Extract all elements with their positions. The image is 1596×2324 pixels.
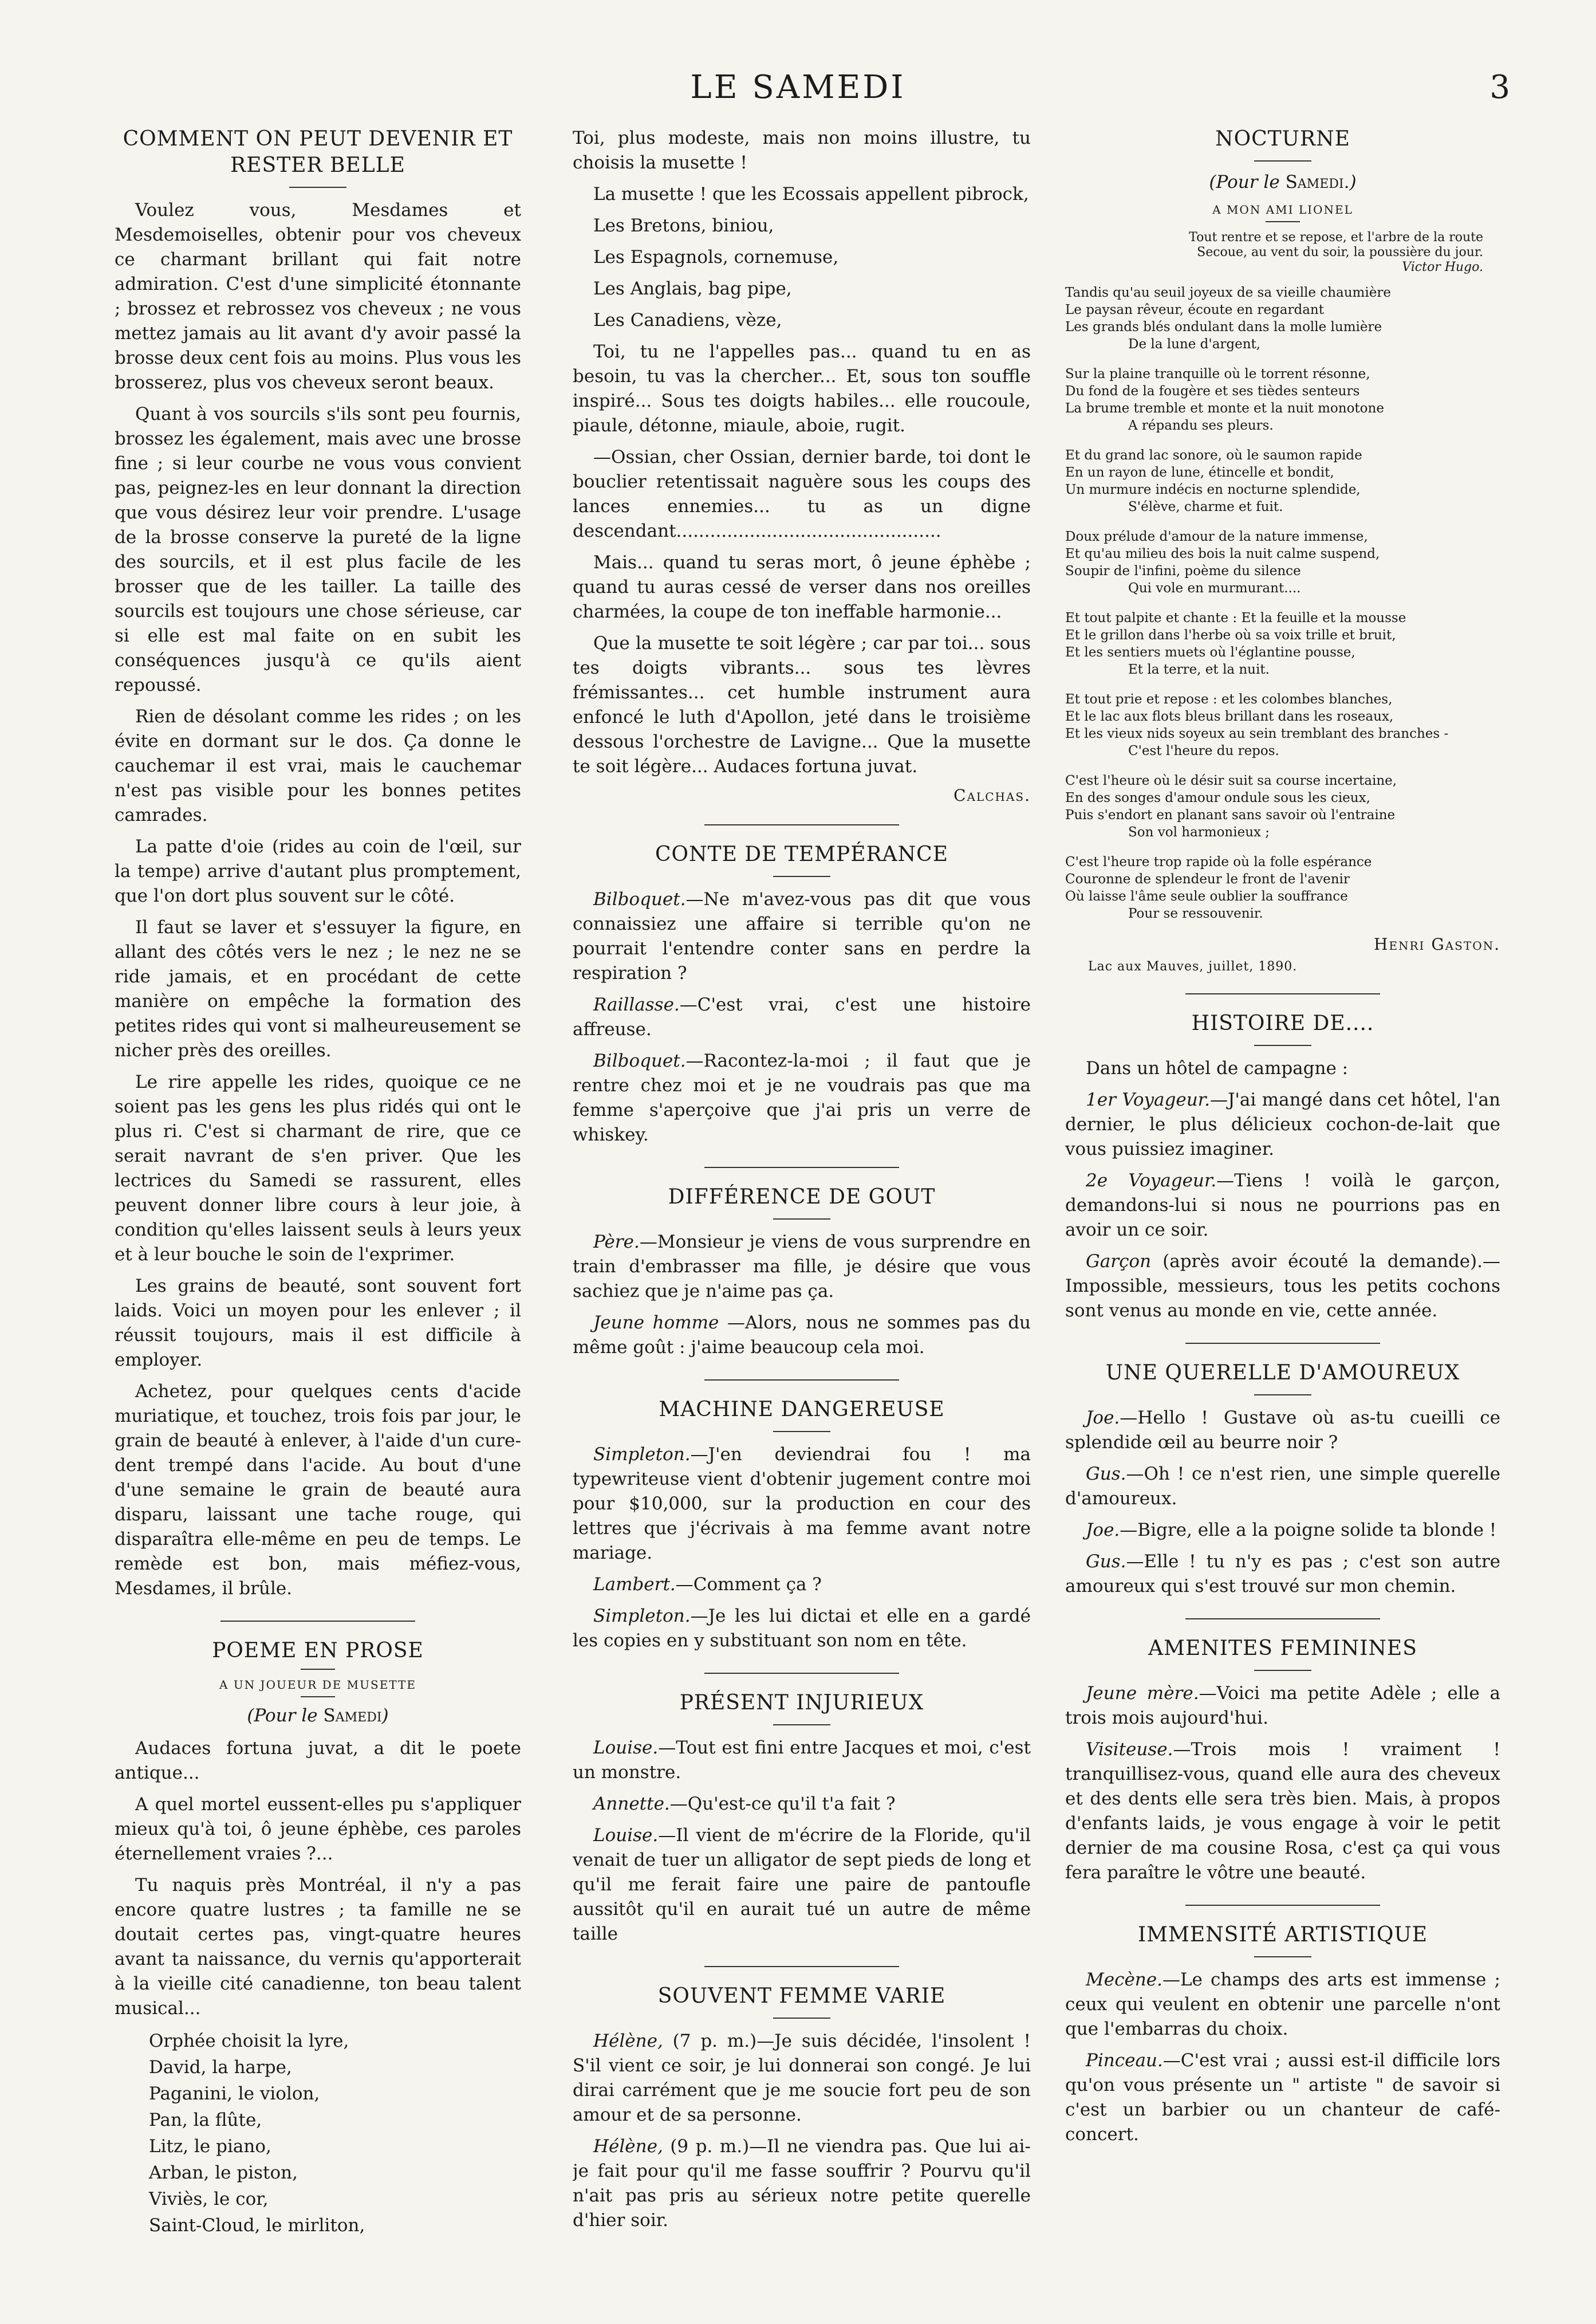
paragraph: —Ossian, cher Ossian, dernier barde, toi dont le bouclier retentissait naguère sous les coups des lances ennemies... tu as un digne descendant............................................... — [573, 447, 1031, 541]
verse-line: Où laisse l'âme seule oublier la souffrance — [1065, 889, 1348, 904]
verse-line: Et les sentiers muets où l'églantine pousse, — [1065, 645, 1355, 660]
dialogue-line: Garçon (après avoir écouté la demande).—Impossible, messieurs, tous les petits cochons sont venus au monde en vie, cette année. — [1065, 1251, 1500, 1321]
paragraph: Tu naquis près Montréal, il n'y a pas encore quatre lustres ; ta famille ne se doutait certes pas, vingt-quatre heures avant ta naissance, du vernis qu'apporterait à la vieille cité canadienne, ton beau talent musical... — [115, 1875, 521, 2019]
signature: Henri Gaston. — [1373, 935, 1500, 954]
running-title: LE SAMEDI — [690, 69, 906, 106]
verse-line: S'élève, charme et fuit. — [1128, 500, 1283, 514]
verse-line: C'est l'heure où le désir suit sa course incertaine, — [1065, 773, 1397, 788]
page-header — [0, 69, 1596, 120]
paragraph: Le rire appelle les rides, quoique ce ne soient pas les gens les plus ridés qui ont le plus ri. C'est si charmant de rire, que ce serait navrant de s'en priver. Que les lectrices du Samedi se rassurent, elles peuvent donner libre cours à leur joie, à condition qu'elles laissent seuls à leurs yeux et à leur bouche le soin de l'exprimer. — [115, 1072, 521, 1265]
paragraph: Que la musette te soit légère ; car par toi... sous tes doigts vibrants... sous tes lèvres frémissantes... cet humble instrument aura enfoncé le luth d'Apollon, jeté dans le troisième dessous l'orchestre de Lavigne... Que la musette te soit légère... Audaces fortuna juvat. — [573, 633, 1031, 777]
paragraph: Mais... quand tu seras mort, ô jeune éphèbe ; quand tu auras cessé de verser dans nos oreilles charmées, la coupe de ton ineffable harmonie... — [573, 552, 1031, 622]
pour-le-samedi: (Pour le Samedi.) — [1209, 172, 1357, 192]
article-title-nocturne: NOCTURNE — [1215, 127, 1350, 151]
dedication: A UN JOUEUR DE MUSETTE — [219, 1678, 416, 1692]
verse-line: Et la terre, et la nuit. — [1128, 662, 1270, 677]
verse-line: En des songes d'amour ondule sous les cieux, — [1065, 791, 1370, 805]
title-rule — [1266, 221, 1300, 222]
stanza — [1065, 772, 1500, 841]
article-title-belle: COMMENT ON PEUT DEVENIR ET RESTER BELLE — [123, 127, 513, 177]
verse-line: Tandis qu'au seuil joyeux de sa vieille chaumière — [1065, 285, 1391, 300]
verse-line: De la lune d'argent, — [1128, 337, 1261, 352]
dialogue-line: Lambert.—Comment ça ? — [593, 1574, 822, 1595]
paragraph: Achetez, pour quelques cents d'acide muriatique, et touchez, trois fois par jour, le grain de beauté à enlever, à l'aide d'un cure-dent trempé dans l'acide. Au bout d'une d'une semaine le grain de beauté aura disparu, laissant une tache rouge, qui disparaîtra elle-même en peu de temps. Le remède est bon, mais méfiez-vous, Mesdames, il brûle. — [115, 1381, 521, 1599]
section-divider — [704, 1167, 899, 1168]
paragraph: Il faut se laver et s'essuyer la figure, en allant des côtés vers le nez ; le nez ne se ride jamais, et en procédant de cette manière on empêche la formation des petites rides qui vont si malheureusement se nicher près des oreilles. — [115, 917, 521, 1061]
dialogue-line: Raillasse.—C'est vrai, c'est une histoire affreuse. — [573, 994, 1031, 1040]
column-middle — [573, 126, 1031, 2301]
verse-line: Et qu'au milieu des bois la nuit calme suspend, — [1065, 546, 1380, 561]
dialogue-line: Joe.—Bigre, elle a la poigne solide ta blonde ! — [1086, 1520, 1497, 1540]
list-item: David, la harpe, — [149, 2057, 292, 2078]
dialogue-line: Gus.—Elle ! tu n'y es pas ; c'est son autre amoureux qui s'est trouvé sur mon chemin. — [1065, 1551, 1500, 1596]
list-item: Paganini, le violon, — [149, 2083, 320, 2104]
paragraph: Audaces fortuna juvat, a dit le poete antique... — [115, 1738, 521, 1783]
stanza — [1065, 528, 1500, 597]
article-title-difference: DIFFÉRENCE DE GOUT — [668, 1185, 936, 1209]
list-item: Pan, la flûte, — [149, 2110, 262, 2130]
verse-line: Le paysan rêveur, écoute en regardant — [1065, 302, 1324, 317]
dialogue-line: Pinceau.—C'est vrai ; aussi est-il difficile lors qu'on vous présente un " artiste " de savoir si c'est un barbier ou un chanteur de café-concert. — [1065, 2050, 1500, 2145]
place-date: Lac aux Mauves, juillet, 1890. — [1088, 960, 1298, 974]
verse-line: Et le lac aux flots bleus brillant dans les roseaux, — [1065, 709, 1394, 724]
list-item: Viviès, le cor, — [149, 2189, 269, 2209]
signature: Calchas. — [953, 786, 1031, 805]
verse-line: Et le grillon dans l'herbe où sa voix trille et bruit, — [1065, 628, 1396, 643]
verse-line: Et tout palpite et chante : Et la feuille et la mousse — [1065, 611, 1406, 626]
dedication: A MON AMI LIONEL — [1212, 203, 1353, 217]
dialogue-line: 2e Voyageur.—Tiens ! voilà le garçon, demandons-lui si nous ne pourrions pas en avoir un ce soir. — [1065, 1170, 1500, 1240]
title-rule — [289, 187, 346, 188]
verse-line: Son vol harmonieux ; — [1128, 825, 1270, 840]
article-title-immensite: IMMENSITÉ ARTISTIQUE — [1137, 1923, 1428, 1947]
stanza — [1065, 609, 1500, 678]
dialogue-line: Visiteuse.—Trois mois ! vraiment ! tranquillisez-vous, quand elle aura des cheveux et des dents elle sera très bien. Mais, à propos d'enfants laids, je vous engage à voir le petit dernier de ma cousine Rosa, c'est ça qui vous fera paraître le vôtre une beauté. — [1065, 1739, 1500, 1883]
verse-line: C'est l'heure trop rapide où la folle espérance — [1065, 855, 1372, 870]
dialogue-line: Père.—Monsieur je viens de vous surprendre en train d'embrasser ma fille, je désire que vous sachiez que je n'aime pas ça. — [573, 1232, 1031, 1301]
section-divider — [704, 1673, 899, 1674]
dialogue-line: Jeune mère.—Voici ma petite Adèle ; elle a trois mois aujourd'hui. — [1065, 1683, 1500, 1728]
verse-line: Doux prélude d'amour de la nature immense, — [1065, 529, 1368, 544]
paragraph: Toi, tu ne l'appelles pas... quand tu en as besoin, tu vas la chercher... Et, sous ton souffle inspiré... Sous tes doigts habiles... elle roucoule, piaule, détonne, miaule, aboie, rugit. — [573, 341, 1031, 436]
verse-line: Les grands blés ondulant dans la molle lumière — [1065, 320, 1382, 335]
epigraph-author: Victor Hugo. — [1402, 260, 1483, 274]
paragraph: A quel mortel eussent-elles pu s'appliquer mieux qu'à toi, ô jeune éphèbe, ces paroles éternellement vraies ?... — [115, 1794, 521, 1864]
list-item: Les Espagnols, cornemuse, — [593, 247, 839, 268]
verse-line: Sur la plaine tranquille où le torrent résonne, — [1065, 367, 1370, 382]
dialogue-line: Louise.—Tout est fini entre Jacques et moi, c'est un monstre. — [573, 1737, 1031, 1783]
column-right — [1065, 126, 1500, 2301]
dialogue-line: Bilboquet.—Racontez-la-moi ; il faut que je rentre chez moi et je ne voudrais pas que ma femme s'aperçoive que j'ai pris un verre de whiskey. — [573, 1051, 1031, 1145]
article-title-amenites: AMENITES FEMININES — [1148, 1637, 1417, 1660]
title-rule — [1254, 1956, 1311, 1957]
page-number: 3 — [1489, 69, 1510, 106]
stanza — [1065, 284, 1500, 353]
list-item: Orphée choisit la lyre, — [149, 2031, 349, 2051]
dialogue-line: Annette.—Qu'est-ce qu'il t'a fait ? — [593, 1794, 896, 1814]
dialogue-line: Gus.—Oh ! ce n'est rien, une simple querelle d'amoureux. — [1065, 1464, 1500, 1509]
article-title-histoire: HISTOIRE DE.... — [1191, 1012, 1374, 1035]
article-title-machine: MACHINE DANGEREUSE — [659, 1398, 945, 1421]
title-rule — [773, 1724, 830, 1725]
verse-line: Qui vole en murmurant.... — [1128, 581, 1301, 596]
verse-line: La brume tremble et monte et la nuit monotone — [1065, 401, 1384, 416]
paragraph: Rien de désolant comme les rides ; on les évite en dormant sur le dos. Ça donne le cauchemar il est vrai, mais le cauchemar n'est pas visible pour les bonnes petites camrades. — [115, 706, 521, 825]
dialogue-line: Louise.—Il vient de m'écrire de la Floride, qu'il venait de tuer un alligator de sept pieds de long et qu'il me ferait faire une paire de pantoufle aussitôt qu'il en aurait tué un autre de même taille — [573, 1825, 1031, 1944]
epigraph-line: Tout rentre et se repose, et l'arbre de la route — [1189, 230, 1483, 245]
epigraph — [1065, 230, 1483, 275]
article-title-conte: CONTE DE TEMPÉRANCE — [655, 843, 948, 866]
title-rule — [773, 2018, 830, 2019]
verse-line: En un rayon de lune, étincelle et bondit, — [1065, 465, 1334, 480]
list-item: Arban, le piston, — [149, 2162, 298, 2183]
pour-le-samedi: (Pour le Samedi) — [247, 1705, 389, 1726]
stanza — [1065, 365, 1500, 434]
paragraph: Toi, plus modeste, mais non moins illustre, tu choisis la musette ! — [573, 128, 1031, 173]
title-rule — [1254, 1394, 1311, 1395]
list-item: Les Anglais, bag pipe, — [593, 278, 792, 299]
title-rule — [1254, 1670, 1311, 1671]
verse-line: Et du grand lac sonore, où le saumon rapide — [1065, 448, 1362, 463]
verse-line: Un murmure indécis en nocturne splendide, — [1065, 482, 1361, 497]
verse-line: Puis s'endort en planant sans savoir où l'entraine — [1065, 808, 1396, 823]
paragraph: Les grains de beauté, sont souvent fort laids. Voici un moyen pour les enlever ; il réussit toujours, mais il est difficile à employer. — [115, 1276, 521, 1370]
stanza — [1065, 854, 1500, 922]
section-divider — [1185, 1905, 1380, 1906]
epigraph-line: Secoue, au vent du soir, la poussière du jour. — [1197, 245, 1483, 259]
dialogue-line: Simpleton.—J'en deviendrai fou ! ma typewriteuse vient d'obtenir jugement contre moi pour $10,000, sur la production en cour des lettres que j'écrivais à ma femme avant notre mariage. — [573, 1444, 1031, 1563]
section-divider — [220, 1621, 415, 1622]
title-rule — [773, 1218, 830, 1220]
paragraph: La patte d'oie (rides au coin de l'œil, sur la tempe) arrive d'autant plus promptement, que l'on dort plus souvent sur le côté. — [115, 836, 521, 906]
verse-line: C'est l'heure du repos. — [1128, 744, 1279, 758]
article-title-souvent: SOUVENT FEMME VARIE — [657, 1984, 946, 2008]
stanza — [1065, 447, 1500, 516]
title-rule — [301, 1669, 335, 1670]
verse-line: Pour se ressouvenir. — [1128, 906, 1263, 921]
list-item: Les Canadiens, vèze, — [593, 310, 782, 331]
paragraph: Quant à vos sourcils s'ils sont peu fournis, brossez les également, mais avec une brosse fine ; si leur courbe ne vous vous convient pas, peignez-les en leur donnant la direction que vous désirez leur voir prendre. L'usage de la brosse conserve la pureté de la ligne des sourcils, et il est plus facile de les brosser que de les tailler. La taille des sourcils est toujours une chose sérieuse, car si elle est mal faite on en subit les conséquences jusqu'à ce qu'ils aient repoussé. — [115, 404, 521, 695]
dialogue-line: Hélène, (9 p. m.)—Il ne viendra pas. Que lui ai-je fait pour qu'il me fasse souffrir ? Pourvu qu'il n'ait pas pris au sérieux notre petite querelle d'hier soir. — [573, 2136, 1031, 2231]
section-divider — [704, 824, 899, 825]
column-left — [115, 126, 521, 2301]
list-item: Les Bretons, biniou, — [593, 215, 774, 236]
title-rule — [301, 1696, 335, 1697]
section-divider — [704, 1379, 899, 1381]
paragraph: La musette ! que les Ecossais appellent pibrock, — [593, 184, 1029, 205]
section-divider — [1185, 1343, 1380, 1344]
list-item: Saint-Cloud, le mirliton, — [149, 2215, 365, 2236]
verse-line: A répandu ses pleurs. — [1128, 418, 1274, 433]
section-divider — [1185, 993, 1380, 994]
dialogue-line: Mecène.—Le champs des arts est immense ; ceux qui veulent en obtenir une parcelle n'ont que l'embarras du choix. — [1065, 1969, 1500, 2039]
article-title-poeme: POEME EN PROSE — [212, 1639, 424, 1662]
verse-line: Et les vieux nids soyeux au sein tremblant des branches - — [1065, 726, 1449, 741]
dialogue-line: 1er Voyageur.—J'ai mangé dans cet hôtel, l'an dernier, le plus délicieux cochon-de-lait que vous puissiez imaginer. — [1065, 1090, 1500, 1159]
dialogue-line: Simpleton.—Je les lui dictai et elle en a gardé les copies en y substituant son nom en tête. — [573, 1606, 1031, 1651]
section-divider — [1185, 1618, 1380, 1619]
paragraph: Voulez vous, Mesdames et Mesdemoiselles, obtenir pour vos cheveux ce charmant brillant qui fait notre admiration. C'est d'une simplicité étonnante ; brossez et rebrossez vos cheveux ; ne vous mettez jamais au lit avant d'y avoir passé la brosse deux cent fois au moins. Plus vous les brosserez, plus vos cheveux seront beaux. — [115, 200, 521, 393]
paragraph: Dans un hôtel de campagne : — [1086, 1058, 1349, 1079]
list-item: Litz, le piano, — [149, 2136, 271, 2157]
section-divider — [704, 1966, 899, 1967]
title-rule — [773, 876, 830, 877]
verse-line: Soupir de l'infini, poème du silence — [1065, 564, 1301, 579]
dialogue-line: Bilboquet.—Ne m'avez-vous pas dit que vous connaissiez une affaire si terrible qu'on ne pourrait l'entendre conter sans en perdre la respiration ? — [573, 889, 1031, 984]
stanza — [1065, 691, 1500, 760]
verse-line: Et tout prie et repose : et les colombes blanches, — [1065, 692, 1393, 707]
title-rule — [1254, 160, 1311, 162]
article-title-present: PRÉSENT INJURIEUX — [679, 1691, 924, 1715]
verse-line: Du fond de la fougère et ses tièdes senteurs — [1065, 384, 1360, 399]
dialogue-line: Hélène, (7 p. m.)—Je suis décidée, l'insolent ! S'il vient ce soir, je lui donnerai son congé. Je lui dirai carrément que je me soucie fort peu de son amour et de sa personne. — [573, 2031, 1031, 2125]
verse-line: Couronne de splendeur le front de l'avenir — [1065, 872, 1350, 887]
title-rule — [773, 1431, 830, 1432]
dialogue-line: Joe.—Hello ! Gustave où as-tu cueilli ce splendide œil au beurre noir ? — [1065, 1407, 1500, 1453]
article-title-querelle: UNE QUERELLE D'AMOUREUX — [1105, 1361, 1460, 1385]
dialogue-line: Jeune homme —Alors, nous ne sommes pas du même goût : j'aime beaucoup cela moi. — [573, 1312, 1031, 1358]
title-rule — [1254, 1045, 1311, 1046]
